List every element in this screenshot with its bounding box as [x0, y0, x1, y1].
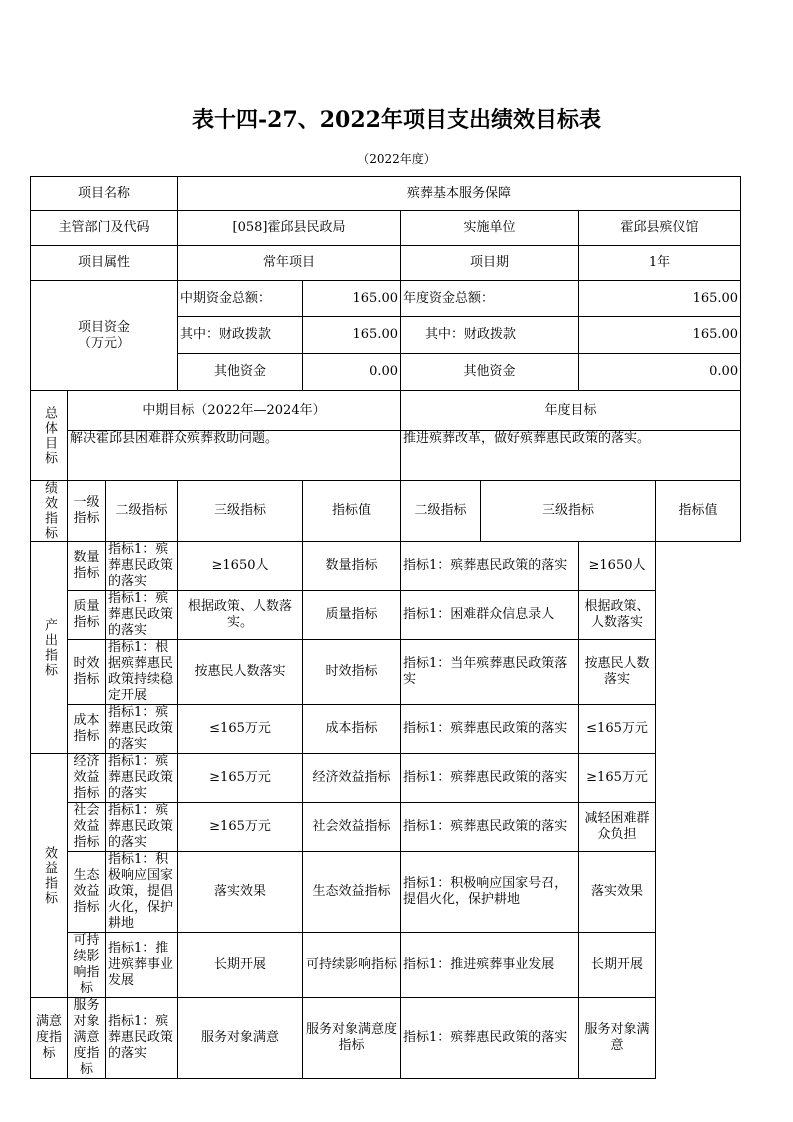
year-other: 0.00	[579, 354, 741, 391]
indicator-row	[31, 933, 741, 998]
attr-value: 常年项目	[178, 246, 401, 281]
indicator-row	[31, 998, 741, 1079]
unit-value: 霍邱县殡仪馆	[579, 211, 741, 246]
header-level1: 一级指标	[68, 481, 106, 542]
year-goal-label: 年度目标	[401, 391, 741, 431]
indicator-year-level2: 质量指标	[303, 591, 401, 640]
indicator-level3: 指标1：殡葬惠民政策的落实	[106, 705, 178, 754]
perf-label: 绩效指标	[31, 481, 68, 542]
indicator-row	[31, 754, 741, 803]
indicator-year-level3: 指标1：殡葬惠民政策的落实	[401, 542, 579, 591]
indicator-year-level2: 社会效益指标	[303, 803, 401, 852]
goals-label: 总体目标	[31, 391, 68, 481]
indicator-level3: 指标1：殡葬惠民政策的落实	[106, 803, 178, 852]
indicator-row	[31, 803, 741, 852]
year-total: 165.00	[579, 281, 741, 317]
header-level3: 三级指标	[178, 481, 303, 542]
indicator-year-value: 减轻困难群众负担	[579, 803, 656, 852]
indicator-level2: 生态效益指标	[68, 852, 106, 933]
indicator-value: 落实效果	[178, 852, 303, 933]
indicator-year-level3: 指标1：当年殡葬惠民政策落实	[401, 640, 579, 705]
period-label: 项目期	[401, 246, 579, 281]
mid-other: 0.00	[303, 354, 401, 391]
indicator-row	[31, 640, 741, 705]
fund-label: 项目资金（万元）	[31, 281, 178, 391]
indicator-year-level2: 数量指标	[303, 542, 401, 591]
indicator-year-level2: 时效指标	[303, 640, 401, 705]
header-year-level3: 三级指标	[481, 481, 656, 542]
indicator-value: 长期开展	[178, 933, 303, 998]
indicator-level3: 指标1：殡葬惠民政策的落实	[106, 754, 178, 803]
indicator-level2: 社会效益指标	[68, 803, 106, 852]
indicator-year-level2: 服务对象满意度指标	[303, 998, 401, 1079]
unit-label: 实施单位	[401, 211, 579, 246]
project-name: 殡葬基本服务保障	[178, 177, 741, 211]
mid-fiscal: 165.00	[303, 317, 401, 354]
indicator-year-level2: 成本指标	[303, 705, 401, 754]
indicator-year-level3: 指标1：积极响应国家号召，提倡火化，保护耕地	[401, 852, 579, 933]
indicator-level3: 指标1：积极响应国家政策，提倡火化，保护耕地	[106, 852, 178, 933]
indicator-level2: 可持续影响指标	[68, 933, 106, 998]
indicator-year-value: 长期开展	[579, 933, 656, 998]
year-fiscal: 165.00	[579, 317, 741, 354]
indicator-row	[31, 591, 741, 640]
mid-total: 165.00	[303, 281, 401, 317]
indicator-value: 服务对象满意	[178, 998, 303, 1079]
year-goal: 推进殡葬改革，做好殡葬惠民政策的落实。	[401, 431, 741, 481]
indicator-year-value: 根据政策、人数落实	[579, 591, 656, 640]
indicator-level2: 服务对象满意度指标	[68, 998, 106, 1079]
indicator-row	[31, 542, 741, 591]
header-year-value: 指标值	[656, 481, 741, 542]
indicator-level3: 指标1：推进殡葬事业发展	[106, 933, 178, 998]
header-level2: 二级指标	[106, 481, 178, 542]
indicator-value: ≥165万元	[178, 803, 303, 852]
indicator-value: ≤165万元	[178, 705, 303, 754]
indicator-level2: 成本指标	[68, 705, 106, 754]
indicator-value: ≥165万元	[178, 754, 303, 803]
group-label: 满意度指标	[31, 998, 68, 1079]
indicator-year-value: ≥1650人	[579, 542, 656, 591]
mid-goal: 解决霍邱县困难群众殡葬救助问题。	[68, 431, 401, 481]
year-fiscal-label: 其中：财政拨款	[401, 317, 579, 354]
indicator-level2: 数量指标	[68, 542, 106, 591]
indicator-year-level2: 生态效益指标	[303, 852, 401, 933]
indicator-year-value: ≤165万元	[579, 705, 656, 754]
indicator-level3: 指标1：殡葬惠民政策的落实	[106, 998, 178, 1079]
indicator-year-level3: 指标1：殡葬惠民政策的落实	[401, 705, 579, 754]
year-total-label: 年度资金总额：	[401, 281, 579, 317]
indicator-row	[31, 705, 741, 754]
period-value: 1年	[579, 246, 741, 281]
indicator-value: 根据政策、人数落实。	[178, 591, 303, 640]
dept-label: 主管部门及代码	[31, 211, 178, 246]
group-label: 效益指标	[31, 754, 68, 998]
indicator-year-level3: 指标1：殡葬惠民政策的落实	[401, 754, 579, 803]
page-subtitle: （2022年度）	[357, 152, 436, 166]
indicator-year-value: ≥165万元	[579, 754, 656, 803]
mid-fiscal-label: 其中：财政拨款	[178, 317, 303, 354]
dept-value: [058]霍邱县民政局	[178, 211, 401, 246]
mid-goal-label: 中期目标（2022年—2024年）	[68, 391, 401, 431]
indicator-year-value: 落实效果	[579, 852, 656, 933]
name-label: 项目名称	[31, 177, 178, 211]
indicator-year-level3: 指标1：殡葬惠民政策的落实	[401, 998, 579, 1079]
header-year-level2: 二级指标	[401, 481, 481, 542]
indicator-level2: 经济效益指标	[68, 754, 106, 803]
indicator-value: 按惠民人数落实	[178, 640, 303, 705]
performance-table	[30, 176, 741, 1079]
mid-other-label: 其他资金	[178, 354, 303, 391]
indicator-year-level3: 指标1：殡葬惠民政策的落实	[401, 803, 579, 852]
indicator-level2: 质量指标	[68, 591, 106, 640]
year-other-label: 其他资金	[401, 354, 579, 391]
indicator-year-level3: 指标1：推进殡葬事业发展	[401, 933, 579, 998]
indicator-level3: 指标1：殡葬惠民政策的落实	[106, 542, 178, 591]
page-title: 表十四-27、2022年项目支出绩效目标表	[192, 107, 601, 133]
indicator-row	[31, 852, 741, 933]
indicator-year-value: 服务对象满意	[579, 998, 656, 1079]
mid-total-label: 中期资金总额：	[178, 281, 303, 317]
attr-label: 项目属性	[31, 246, 178, 281]
indicator-year-level3: 指标1：困难群众信息录人	[401, 591, 579, 640]
header-value: 指标值	[303, 481, 401, 542]
indicator-year-level2: 可持续影响指标	[303, 933, 401, 998]
indicator-value: ≥1650人	[178, 542, 303, 591]
indicator-level2: 时效指标	[68, 640, 106, 705]
indicator-year-value: 按惠民人数落实	[579, 640, 656, 705]
indicator-level3: 指标1：殡葬惠民政策的落实	[106, 591, 178, 640]
indicator-year-level2: 经济效益指标	[303, 754, 401, 803]
group-label: 产出指标	[31, 542, 68, 754]
indicator-level3: 指标1：根据殡葬惠民政策持续稳定开展	[106, 640, 178, 705]
